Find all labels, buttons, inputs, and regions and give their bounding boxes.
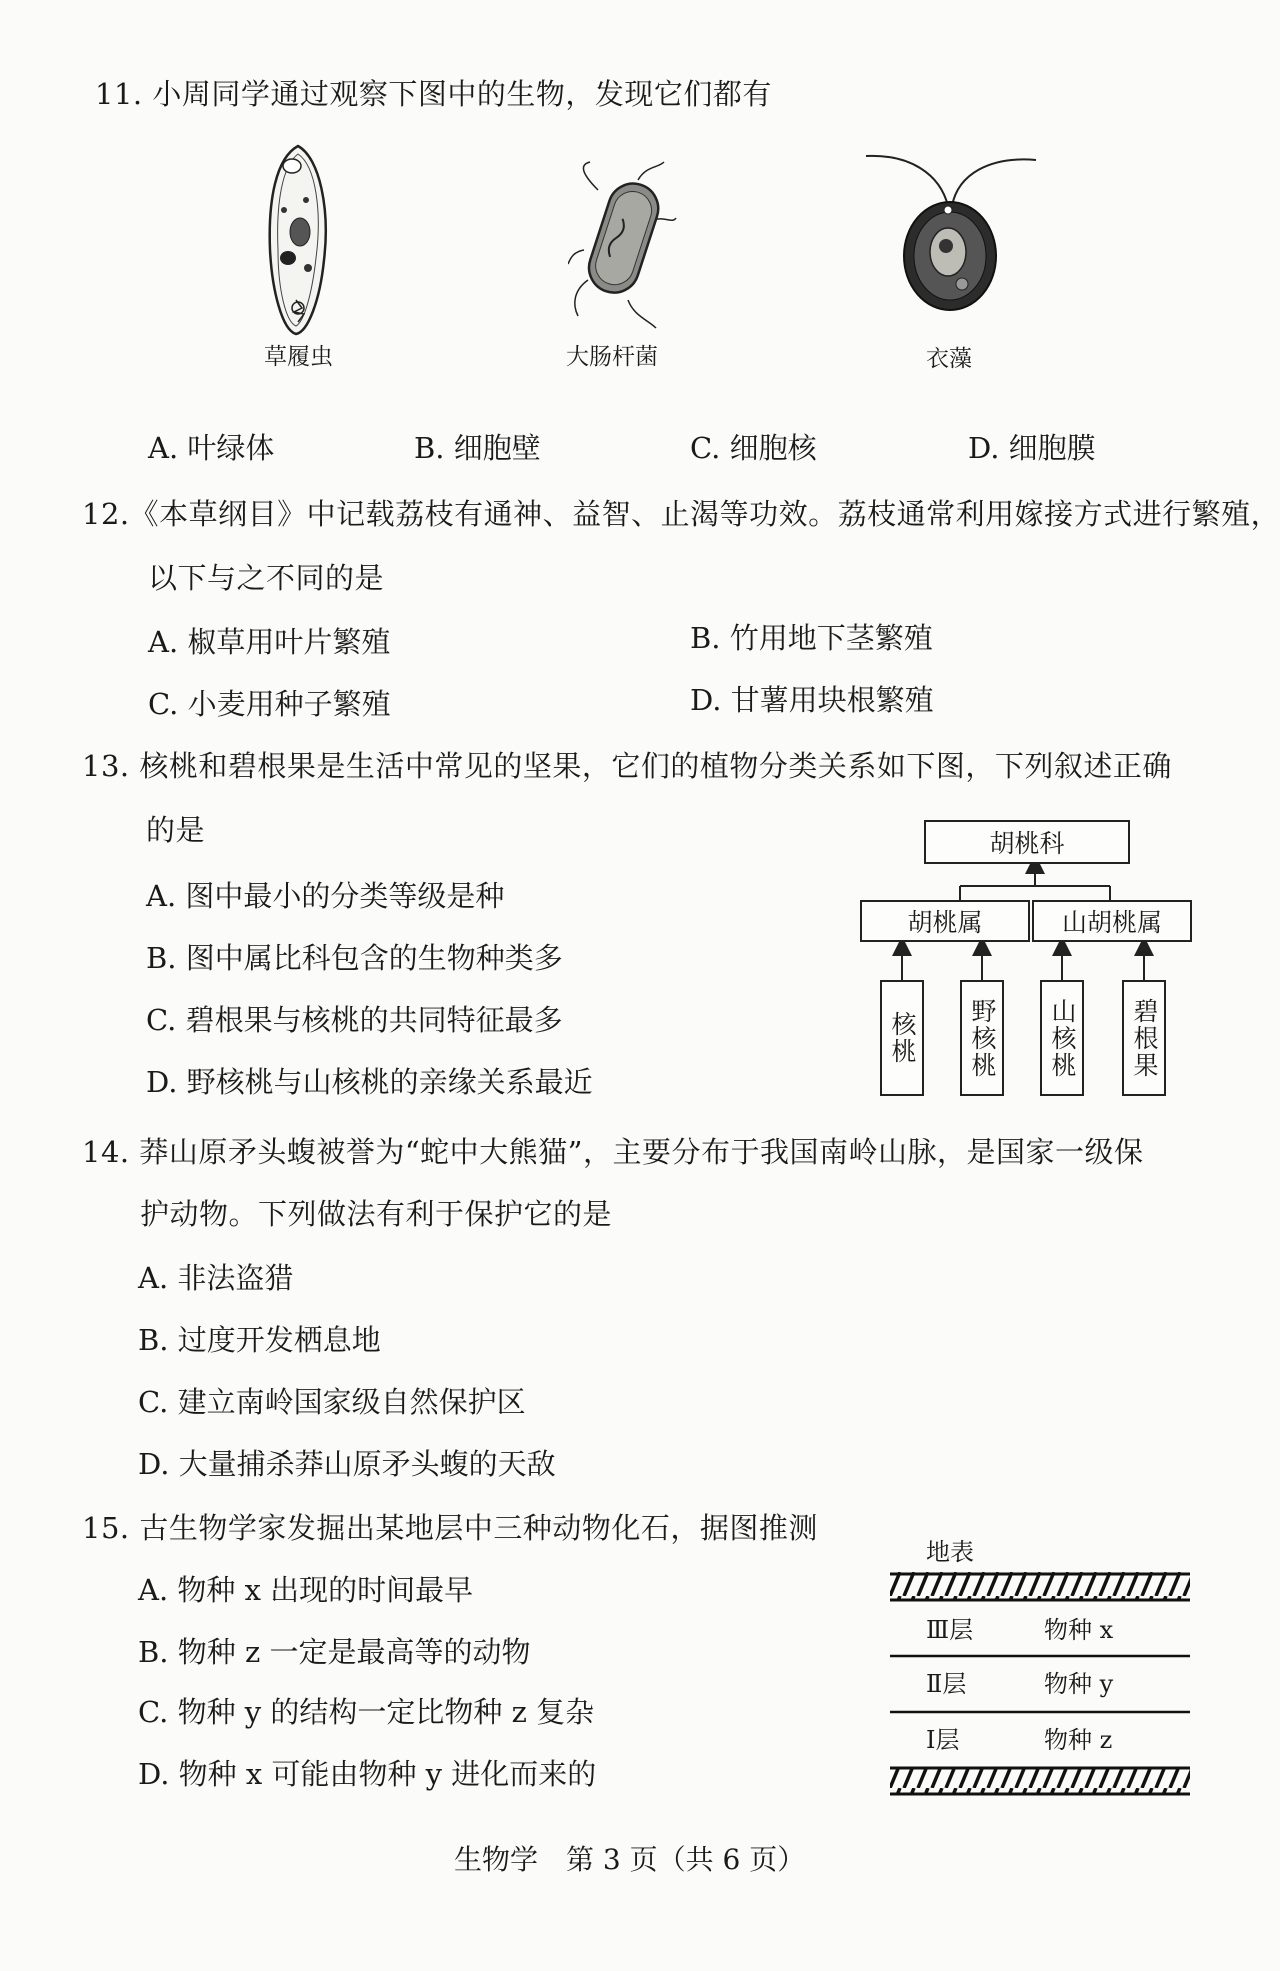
q15-option-b[interactable]: B. 物种 z 一定是最高等的动物 bbox=[138, 1635, 531, 1669]
q14-option-b[interactable]: B. 过度开发栖息地 bbox=[138, 1323, 381, 1357]
q13-option-d[interactable]: D. 野核桃与山核桃的亲缘关系最近 bbox=[146, 1065, 593, 1099]
q11-option-c[interactable]: C. 细胞核 bbox=[690, 431, 817, 465]
q11-option-b[interactable]: B. 细胞壁 bbox=[414, 431, 541, 465]
strata-layer-1-species: 物种 z bbox=[1044, 1726, 1113, 1754]
q13-stem-line1: 13. 核桃和碧根果是生活中常见的坚果，它们的植物分类关系如下图，下列叙述正确 bbox=[82, 749, 1172, 783]
q15-option-c[interactable]: C. 物种 y 的结构一定比物种 z 复杂 bbox=[138, 1695, 595, 1729]
taxonomy-family-box: 胡桃科 bbox=[924, 820, 1130, 864]
q13-stem-line2: 的是 bbox=[146, 813, 206, 847]
strata-layer-3-label: Ⅲ层 bbox=[926, 1616, 974, 1644]
q12-option-d[interactable]: D. 甘薯用块根繁殖 bbox=[690, 683, 934, 717]
q12-stem-line2: 以下与之不同的是 bbox=[148, 561, 385, 595]
strata-layer-2-label: Ⅱ层 bbox=[926, 1670, 967, 1698]
q14-option-a[interactable]: A. 非法盗猎 bbox=[138, 1261, 294, 1295]
q13-option-a[interactable]: A. 图中最小的分类等级是种 bbox=[146, 879, 505, 913]
q14-option-d[interactable]: D. 大量捕杀莽山原矛头蝮的天敌 bbox=[138, 1447, 556, 1481]
q14-stem-line1: 14. 莽山原矛头蝮被誉为“蛇中大熊猫”，主要分布于我国南岭山脉，是国家一级保 bbox=[82, 1135, 1144, 1169]
q15-option-d[interactable]: D. 物种 x 可能由物种 y 进化而来的 bbox=[138, 1757, 597, 1791]
q13-option-b[interactable]: B. 图中属比科包含的生物种类多 bbox=[146, 941, 563, 975]
organism-label-e-coli: 大肠杆菌 bbox=[566, 344, 658, 370]
paramecium-illustration bbox=[258, 140, 338, 340]
q15-stem: 15. 古生物学家发掘出某地层中三种动物化石，据图推测 bbox=[82, 1511, 818, 1545]
q12-option-a[interactable]: A. 椒草用叶片繁殖 bbox=[148, 625, 391, 659]
q14-option-c[interactable]: C. 建立南岭国家级自然保护区 bbox=[138, 1385, 526, 1419]
taxonomy-genus-box-2: 山胡桃属 bbox=[1032, 900, 1192, 942]
e-coli-illustration bbox=[568, 160, 678, 330]
q14-stem-line2: 护动物。下列做法有利于保护它的是 bbox=[140, 1197, 613, 1231]
q11-stem: 11. 小周同学通过观察下图中的生物，发现它们都有 bbox=[95, 77, 772, 111]
organism-label-paramecium: 草履虫 bbox=[264, 344, 333, 370]
q12-option-b[interactable]: B. 竹用地下茎繁殖 bbox=[690, 621, 933, 655]
strata-layer-3-species: 物种 x bbox=[1044, 1616, 1114, 1644]
q15-option-a[interactable]: A. 物种 x 出现的时间最早 bbox=[138, 1573, 474, 1607]
page-footer: 生物学 第 3 页（共 6 页） bbox=[454, 1843, 806, 1876]
taxonomy-species-box-4: 碧根果 bbox=[1122, 980, 1166, 1096]
strata-surface-label: 地表 bbox=[926, 1538, 974, 1566]
organism-label-chlamydomonas: 衣藻 bbox=[926, 346, 972, 372]
taxonomy-species-box-1: 核桃 bbox=[880, 980, 924, 1096]
taxonomy-species-box-3: 山核桃 bbox=[1040, 980, 1084, 1096]
taxonomy-species-box-2: 野核桃 bbox=[960, 980, 1004, 1096]
q13-option-c[interactable]: C. 碧根果与核桃的共同特征最多 bbox=[146, 1003, 563, 1037]
strata-layer-1-label: Ⅰ层 bbox=[926, 1726, 960, 1754]
chlamydomonas-illustration bbox=[860, 144, 1040, 314]
q12-option-c[interactable]: C. 小麦用种子繁殖 bbox=[148, 687, 391, 721]
q11-option-a[interactable]: A. 叶绿体 bbox=[148, 431, 275, 465]
taxonomy-genus-box-1: 胡桃属 bbox=[860, 900, 1030, 942]
q12-stem-line1: 12.《本草纲目》中记载荔枝有通神、益智、止渴等功效。荔枝通常利用嫁接方式进行繁殖， bbox=[82, 497, 1280, 531]
q11-option-d[interactable]: D. 细胞膜 bbox=[968, 431, 1096, 465]
strata-layer-2-species: 物种 y bbox=[1044, 1670, 1114, 1698]
